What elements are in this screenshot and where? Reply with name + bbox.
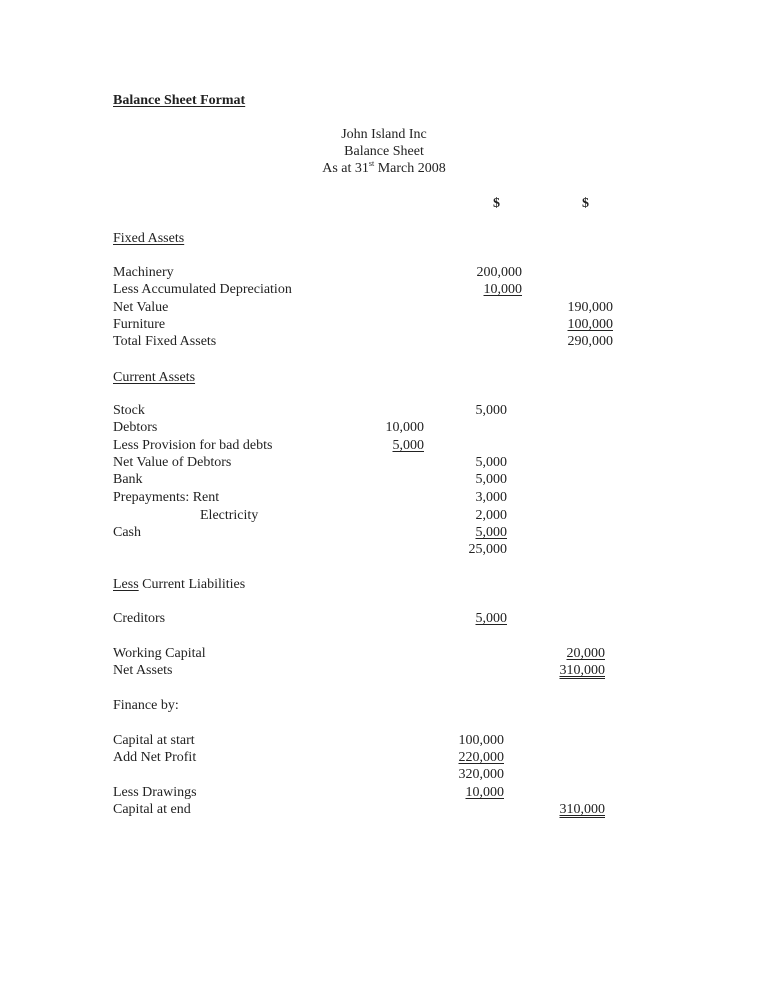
prepay-electricity-value: 2,000 <box>475 508 507 523</box>
net-profit-label: Add Net Profit <box>113 750 197 765</box>
capital-end-label: Capital at end <box>113 802 191 817</box>
finance-subtotal-value: 320,000 <box>458 767 504 782</box>
depreciation-value: 10,000 <box>483 282 522 297</box>
machinery-value: 200,000 <box>476 265 522 280</box>
less-word: Less <box>113 577 139 592</box>
date-rest: March 2008 <box>374 161 446 176</box>
total-fixed-assets-value: 290,000 <box>567 334 613 349</box>
currency-col2: $ <box>582 196 589 211</box>
cash-label: Cash <box>113 525 141 540</box>
capital-start-value: 100,000 <box>458 733 504 748</box>
prepay-rent-value: 3,000 <box>475 490 507 505</box>
stock-value: 5,000 <box>475 403 507 418</box>
fixed-assets-heading: Fixed Assets <box>113 231 185 246</box>
machinery-label: Machinery <box>113 265 174 280</box>
current-liabilities-word: Current Liabilities <box>138 577 246 592</box>
finance-heading: Finance by: <box>113 698 179 713</box>
bank-value: 5,000 <box>475 472 507 487</box>
net-value-value: 190,000 <box>567 300 613 315</box>
furniture-label: Furniture <box>113 317 166 332</box>
cash-value: 5,000 <box>475 525 507 540</box>
provision-value: 5,000 <box>392 438 424 453</box>
debtors-value: 10,000 <box>385 420 424 435</box>
currency-col1: $ <box>493 196 500 211</box>
prepay-electricity-label: Electricity <box>200 508 259 523</box>
furniture-value: 100,000 <box>567 317 613 332</box>
company-name: John Island Inc <box>341 127 427 142</box>
net-value-label: Net Value <box>113 300 169 315</box>
date-suffix: st <box>368 159 375 168</box>
net-assets-label: Net Assets <box>113 663 173 678</box>
statement-date <box>284 160 484 177</box>
debtors-label: Debtors <box>113 420 158 435</box>
net-debtors-label: Net Value of Debtors <box>113 455 232 470</box>
current-assets-total-value: 25,000 <box>468 542 507 557</box>
capital-end-value: 310,000 <box>559 802 605 817</box>
prepay-rent-label: Prepayments: Rent <box>113 490 220 505</box>
provision-label: Less Provision for bad debts <box>113 438 273 453</box>
depreciation-label: Less Accumulated Depreciation <box>113 282 292 297</box>
creditors-label: Creditors <box>113 611 166 626</box>
bank-label: Bank <box>113 472 143 487</box>
current-liabilities-heading <box>113 576 245 593</box>
net-debtors-value: 5,000 <box>475 455 507 470</box>
drawings-label: Less Drawings <box>113 785 197 800</box>
creditors-value: 5,000 <box>475 611 507 626</box>
working-capital-value: 20,000 <box>566 646 605 661</box>
net-profit-value: 220,000 <box>458 750 504 765</box>
document-title: Balance Sheet Format <box>113 93 246 108</box>
statement-title: Balance Sheet <box>344 144 424 159</box>
date-prefix: As at 31 <box>322 161 369 176</box>
total-fixed-assets-label: Total Fixed Assets <box>113 334 217 349</box>
drawings-value: 10,000 <box>465 785 504 800</box>
net-assets-value: 310,000 <box>559 663 605 678</box>
stock-label: Stock <box>113 403 145 418</box>
working-capital-label: Working Capital <box>113 646 206 661</box>
capital-start-label: Capital at start <box>113 733 195 748</box>
current-assets-heading: Current Assets <box>113 370 196 385</box>
